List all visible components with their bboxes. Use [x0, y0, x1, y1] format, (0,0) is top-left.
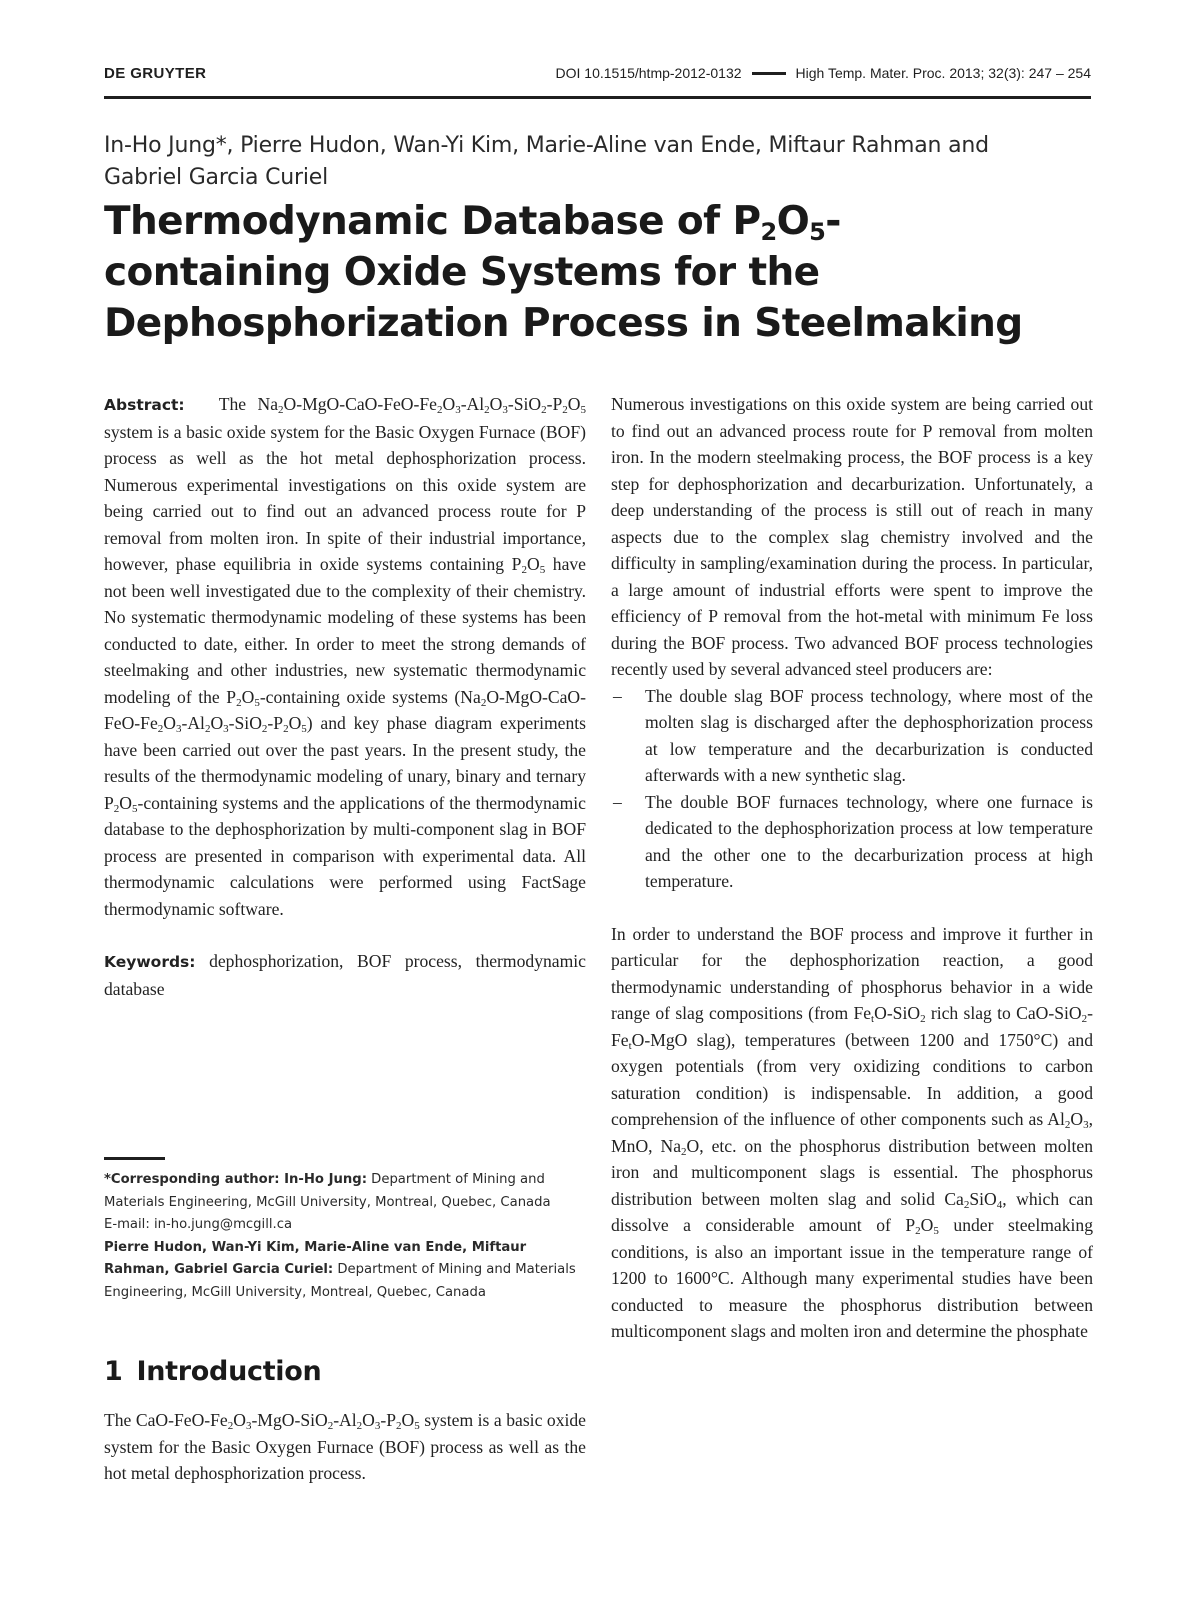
author-email[interactable]: E-mail: in-ho.jung@mcgill.ca: [104, 1217, 293, 1232]
section-heading: [104, 1356, 321, 1387]
header-dash: [752, 72, 786, 75]
author-footnote: [104, 1169, 592, 1304]
author-list: [104, 130, 1004, 194]
publisher-name: DE GRUYTER: [104, 65, 207, 82]
section-title: Introduction: [136, 1356, 322, 1387]
intro-paragraph-left: The CaO-$FeO-Fe_2O_3-MgO-SiO_2-Al_2O_3-P_2O_5$ system is a basic oxide system for the Basic Oxygen Furnace (BOF) process as well as the hot metal dephosphorization process.: [104, 1410, 586, 1483]
header-rule: [104, 96, 1091, 99]
header-citation-block: [556, 65, 1092, 81]
title-part: O: [776, 199, 810, 244]
corresponding-author: *Corresponding author: In-Ho Jung: Department of Mining and Materials Engineering, McGill University, Montreal, Quebec, Canada: [104, 1172, 551, 1210]
doi[interactable]: DOI 10.1515/htmp-2012-0132: [555, 65, 742, 81]
right-column: [611, 391, 1093, 1345]
section-number: 1: [104, 1356, 123, 1387]
intro-paragraph-1: Numerous investigations on this oxide system are being carried out to find out an advanced process route for P removal from molten iron. In the modern steelmaking process, the BOF process is a key step for dephosphorization and decarburization. Unfortunately, a deep understanding of the process is still out of reach in many aspects due to the complex slag chemistry involved and the difficulty in sampling/examination during the process. In particular, a large amount of industrial efforts were spent to improve the efficiency of P removal from the hot-metal with minimum Fe loss during the BOF process. Two advanced BOF process technologies recently used by several advanced steel producers are:: [611, 394, 1093, 679]
author-line-2: Gabriel Garcia Curiel: [104, 165, 328, 190]
abstract-label: Abstract:: [104, 396, 185, 414]
title-part: -containing Oxide Systems for the Dephosphorization Process in Steelmaking: [104, 199, 1023, 346]
intro-paragraph-2: In order to understand the BOF process and improve it further in particular for the dephosphorization reaction, a good thermodynamic understanding of phosphorus behavior in a wide range of slag compositions (from $Fe_tO-SiO_2$ rich slag to CaO-$SiO_2-Fe_tO$-MgO slag), temperatures (between 1200 and 1750°C) and oxygen potentials (from very oxidizing conditions to carbon saturation condition) is indispensable. In addition, a good comprehension of the influence of other components such as $Al_2O_3$, MnO, $Na_2O$, etc. on the phosphorus distribution between molten iron and multicomponent slags is essential. The phosphorus distribution between molten slag and solid $Ca_2SiO_4$, which can dissolve a considerable amount of $P_2O_5$ under steelmaking conditions, is also an important issue in the temperature range of 1200 to 1600°C. Although many experimental studies have been conducted to measure the phosphorus distribution between multicomponent slags and molten iron and determine the phosphate: [611, 923, 1093, 1341]
abstract-column: [104, 391, 586, 1002]
title-subscript: 5: [809, 218, 826, 246]
keywords-label: Keywords:: [104, 953, 196, 971]
author-line-1: In-Ho Jung*, Pierre Hudon, Wan-Yi Kim, Marie-Aline van Ende, Miftaur Rahman and: [104, 133, 989, 158]
journal-citation: High Temp. Mater. Proc. 2013; 32(3): 247 – 254: [795, 65, 1091, 81]
other-affiliations: Pierre Hudon, Wan-Yi Kim, Marie-Aline van Ende, Miftaur Rahman, Gabriel Garcia Curiel: Department of Mining and Materials Engineering, McGill University, Montreal, Quebec, Canada: [104, 1239, 576, 1300]
footnote-rule: [104, 1157, 165, 1160]
list-item: – The double BOF furnaces technology, where one furnace is dedicated to the dephosphorization process at low temperature and the other one to the decarburization process at high temperature.: [613, 791, 1093, 891]
title-part: Thermodynamic Database of P: [104, 199, 761, 244]
keywords-text: dephosphorization, BOF process, thermodynamic database: [104, 951, 586, 999]
keywords: [104, 948, 586, 1002]
title-subscript: 2: [760, 218, 777, 246]
paper-title: [104, 196, 1024, 349]
running-header: [104, 65, 1091, 87]
list-item: – The double slag BOF process technology, where most of the molten slag is discharged after the dephosphorization process at low temperature and the decarburization is conducted afterwards with a new synthetic slag.: [613, 685, 1093, 785]
technology-list: [611, 683, 1093, 895]
abstract: Abstract: The $Na_2O-MgO-CaO-FeO-Fe_2O_3-Al_2O_3-SiO_2-P_2O_5$ system is a basic oxide system for the Basic Oxygen Furnace (BOF) process as well as the hot metal dephosphorization process. Numerous experimental investigations on this oxide system are being carried out to find out an advanced process route for P removal from molten iron. In spite of their industrial importance, however, phase equilibria in oxide systems containing $P_2O_5$ have not been well investigated due to the complexity of their chemistry. No systematic thermodynamic modeling of these systems has been conducted to date, either. In order to meet the strong demands of steelmaking and other industries, new systematic thermodynamic modeling of the $P_2O_5$-containing oxide systems $(Na_2O-MgO-CaO-FeO-Fe_2O_3-Al_2O_3-SiO_2-P_2O_5)$ and key phase diagram experiments have been carried out over the past years. In the present study, the results of the thermodynamic modeling of unary, binary and ternary $P_2O_5$-containing systems and the applications of the thermodynamic database to the dephosphorization by multi-component slag in BOF process are presented in comparison with experimental data. All thermodynamic calculations were performed using FactSage thermodynamic software.: [104, 394, 586, 919]
